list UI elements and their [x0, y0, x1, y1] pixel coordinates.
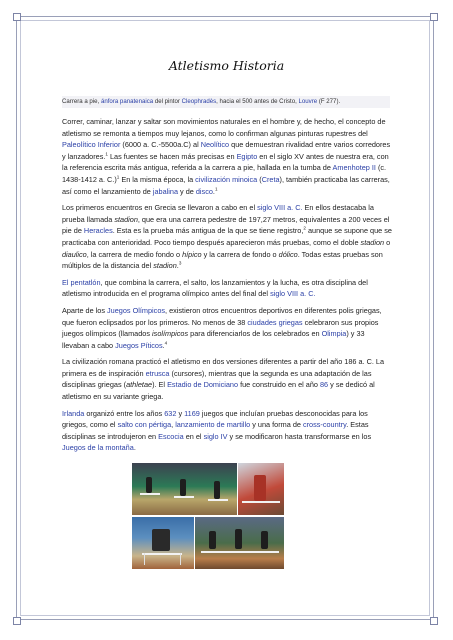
- text: y la carrera de fondo o: [201, 249, 279, 259]
- link-amenhotep[interactable]: Amenhotep II: [332, 163, 376, 173]
- link-paleolitico[interactable]: Paleolítico Inferior: [62, 140, 121, 150]
- text: y: [176, 408, 185, 418]
- link-estadio-domiciano[interactable]: Estadio de Domiciano: [167, 380, 239, 390]
- link-lanzamiento-martillo[interactable]: lanzamiento de martillo: [175, 420, 251, 430]
- border-corner-ornament: [430, 617, 438, 625]
- link-irlanda[interactable]: Irlanda: [62, 408, 85, 418]
- text: o: [384, 237, 391, 247]
- caption-text: , hacia el 500 antes de Cristo,: [216, 98, 299, 105]
- link-ano-1169[interactable]: 1169: [184, 408, 200, 418]
- hurdle-bar: [140, 493, 160, 495]
- link-pentatlon[interactable]: El pentatlón: [62, 277, 101, 287]
- link-cleophrades[interactable]: Cleophradès: [181, 98, 217, 105]
- athlete-figure: [146, 477, 152, 493]
- italic-term: diaulico: [62, 249, 87, 259]
- link-louvre[interactable]: Louvre: [298, 98, 318, 105]
- athlete-figure: [235, 529, 242, 549]
- document-body: [62, 116, 392, 459]
- text: juegos que incluían pruebas desconocidas para los griegos, como el: [62, 408, 368, 430]
- paragraph-3: [62, 277, 392, 300]
- link-juegos-piticos[interactable]: Juegos Píticos: [115, 340, 163, 350]
- footnote-ref[interactable]: 3: [178, 260, 182, 266]
- text: Aparte de los: [62, 305, 108, 315]
- text: que demuestran rivalidad entre varios corredores y lanzadores.: [62, 140, 391, 161]
- text: ,: [171, 420, 176, 430]
- text: en el: [183, 431, 204, 441]
- athlete-figure: [209, 531, 216, 549]
- text: En ellos destacaba la prueba llamada: [62, 203, 374, 224]
- link-etrusca[interactable]: etrusca: [145, 368, 170, 378]
- athlete-figure: [152, 529, 170, 551]
- caption-text: (F 277).: [317, 98, 341, 105]
- text: .: [176, 261, 179, 271]
- text: para diferenciarlos de los celebrados en: [188, 329, 322, 339]
- border-corner-ornament: [430, 13, 438, 21]
- text: ), también practicaba las carreras, así como el lanzamiento de: [62, 174, 390, 196]
- hurdler-closeup-photo: [238, 463, 284, 515]
- text: y se modificaron hasta transformarse en los: [227, 431, 372, 441]
- athlete-figure: [254, 475, 266, 501]
- athlete-figure: [180, 479, 186, 496]
- border-corner-ornament: [13, 617, 21, 625]
- text: , que combina la carrera, el salto, los lanzamientos y la lucha, es otra disciplina del atletismo introducida en el programa olímpico antes del final del: [62, 277, 368, 299]
- paragraph-2: [62, 202, 392, 272]
- text: Correr, caminar, lanzar y saltar son movimientos naturales en el hombre y, de hecho, el concepto de atletismo se remonta a tiempos muy lejanos, como lo confirman algunas pinturas rupestres del: [62, 117, 386, 138]
- link-egipto[interactable]: Egipto: [236, 151, 258, 161]
- footnote-ref[interactable]: 2: [303, 225, 306, 231]
- hurdles-race-photo: [132, 463, 237, 515]
- paragraph-1: [62, 116, 392, 197]
- text: . Estas disciplinas se introdujeron en: [62, 420, 369, 441]
- hurdle-bar: [208, 499, 228, 501]
- footnote-ref[interactable]: 1: [116, 174, 120, 180]
- italic-term: stadion: [114, 214, 138, 224]
- text: La civilización romana practicó el atletismo en dos versiones diferentes a partir del año 186 a. C. La primera es de inspiración: [62, 357, 385, 378]
- hurdle-bar: [242, 501, 280, 503]
- link-cross-country[interactable]: cross-country: [302, 420, 347, 430]
- text: . Todas estas pruebas son múltiplos de la distancia del: [62, 249, 383, 271]
- footnote-ref[interactable]: 1: [105, 151, 108, 157]
- italic-term: athletae: [126, 380, 153, 390]
- caption-text: del pintor: [153, 98, 182, 105]
- link-disco[interactable]: disco: [195, 186, 213, 196]
- link-heracles[interactable]: Heracles: [83, 226, 113, 236]
- text: y de: [178, 186, 196, 196]
- athlete-figure: [214, 481, 220, 499]
- text: fue construido en el año: [238, 380, 320, 390]
- link-anfora[interactable]: ánfora panatenaica: [100, 98, 154, 105]
- text: En la misma época, la: [119, 174, 196, 184]
- text: .: [133, 443, 136, 453]
- italic-term: hípico: [182, 249, 202, 259]
- hurdle-bar: [142, 553, 182, 555]
- hurdle-bar: [201, 551, 279, 553]
- border-corner-ornament: [13, 13, 21, 21]
- link-siglo-viii[interactable]: siglo VIII a. C.: [270, 289, 316, 299]
- athletics-photo-collage: [132, 463, 284, 569]
- image-caption: [62, 96, 390, 108]
- link-neolitico[interactable]: Neolítico: [200, 140, 230, 150]
- footnote-ref[interactable]: 4: [164, 340, 168, 346]
- link-escocia[interactable]: Escocia: [158, 431, 184, 441]
- text: (c. 1438-1412 a. C.): [62, 163, 387, 184]
- link-civilizacion-minoica[interactable]: civilización minoica: [195, 174, 258, 184]
- link-ciudades-griegas[interactable]: ciudades griegas: [247, 317, 303, 327]
- text: aunque se supone que se practicaba con anterioridad. Poco tiempo después aparecieron más pruebas, como el doble: [62, 226, 392, 247]
- paragraph-4: [62, 305, 392, 351]
- hurdle-bar: [174, 496, 194, 498]
- paragraph-6: [62, 408, 392, 454]
- link-olimpia[interactable]: Olimpia: [321, 329, 347, 339]
- footnote-ref[interactable]: 1: [214, 186, 218, 192]
- text: (6000 a. C.-5500a.C) al: [120, 140, 201, 150]
- text: .: [162, 340, 165, 350]
- hurdles-heat-photo: [195, 517, 284, 569]
- link-jabalina[interactable]: jabalina: [152, 186, 179, 196]
- text: ) y 33 llevaban a cabo: [62, 329, 365, 350]
- text: organizó entre los años: [84, 408, 165, 418]
- text: Los primeros encuentros en Grecia se llevaron a cabo en el: [62, 203, 258, 213]
- text: en el siglo XV antes de nuestra era, con la referencia escrita más antigua, referida a la carrera a pie, hallada en la tumba de: [62, 151, 389, 173]
- text: , existieron otros encuentros deportivos en diferentes polis griegas, que fueron eclipsados por los primeros. No menos de 38: [62, 305, 382, 327]
- link-ano-86[interactable]: 86: [320, 380, 329, 390]
- athlete-figure: [261, 531, 268, 549]
- text: y se dedicó al atletismo en su variante griega.: [62, 380, 375, 402]
- link-siglo-viii[interactable]: siglo VIII a. C.: [257, 203, 303, 213]
- italic-term: stadion: [153, 261, 177, 271]
- link-creta[interactable]: Creta: [261, 174, 280, 184]
- italic-term: isolímpicos: [152, 329, 189, 339]
- text: celebraron sus propios juegos olímpicos (llamados: [62, 317, 379, 339]
- italic-term: stadion: [360, 237, 385, 247]
- text: . Esta es la prueba más antigua de la que se tiene registro,: [112, 226, 304, 236]
- hurdle-jump-photo: [132, 517, 194, 569]
- link-juegos-montana[interactable]: Juegos de la montaña: [62, 443, 134, 453]
- link-ano-632[interactable]: 632: [164, 408, 177, 418]
- hurdle-leg: [180, 553, 181, 565]
- text: , la carrera de medio fondo o: [86, 249, 183, 259]
- text: Las fuentes se hacen más precisas en: [107, 151, 237, 161]
- text: .: [212, 186, 215, 196]
- link-siglo-iv[interactable]: siglo IV: [203, 431, 228, 441]
- paragraph-5: [62, 356, 392, 402]
- text: , que era una carrera pedestre de 197,27 metros, equivalentes a 200 veces el pie de: [62, 214, 390, 236]
- italic-term: dólico: [278, 249, 298, 259]
- document-title: Atletismo Historia: [168, 58, 285, 73]
- caption-text: Carrera a pie,: [62, 98, 101, 105]
- text: (: [257, 174, 262, 184]
- hurdle-leg: [144, 553, 145, 565]
- link-salto-pertiga[interactable]: salto con pértiga: [117, 420, 172, 430]
- text: y una forma de: [250, 420, 303, 430]
- text: ). El: [152, 380, 168, 390]
- link-juegos-olimpicos[interactable]: Juegos Olímpicos: [107, 305, 166, 315]
- text: (cursores), mientras que la segunda es una adaptación de las disciplinas griegas (: [62, 368, 372, 390]
